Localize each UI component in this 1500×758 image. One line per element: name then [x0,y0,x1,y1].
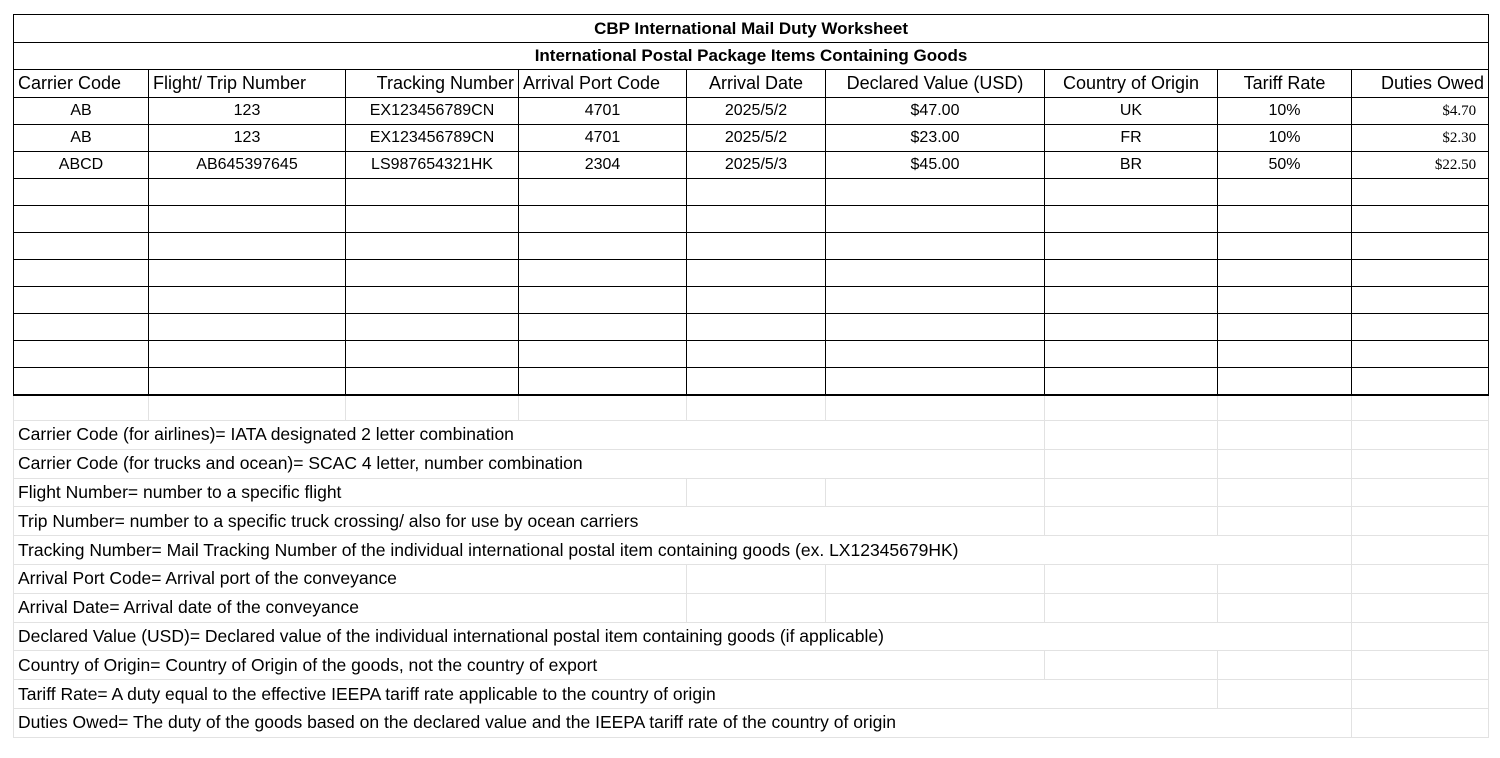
cell-arrival-port-code[interactable]: 4701 [519,98,687,125]
note-text: Declared Value (USD)= Declared value of the individual international postal item containing goods (if applicable) [18,625,884,646]
empty-cell[interactable] [1218,507,1352,536]
empty-cell[interactable] [346,260,519,287]
worksheet [13,14,1488,738]
note-text: Arrival Port Code= Arrival port of the conveyance [18,568,397,589]
empty-cell[interactable] [687,564,826,593]
empty-row [14,314,1489,341]
empty-row [14,233,1489,260]
empty-cell[interactable] [826,593,1045,622]
empty-cell[interactable] [1045,507,1218,536]
note-text: Carrier Code (for trucks and ocean)= SCAC 4 letter, number combination [18,453,583,474]
empty-cell[interactable] [687,233,826,260]
empty-cell[interactable] [1045,314,1218,341]
empty-cell[interactable] [687,260,826,287]
empty-cell[interactable] [687,341,826,368]
empty-cell[interactable] [1045,593,1218,622]
note-row [14,449,1489,478]
note-text: Tracking Number= Mail Tracking Number of the individual international postal item containing goods (ex. LX12345679HK) [18,539,959,560]
empty-cell[interactable] [1352,260,1489,287]
worksheet-subtitle[interactable]: International Postal Package Items Containing Goods [14,43,1489,70]
empty-cell[interactable] [346,179,519,206]
empty-cell[interactable] [14,314,149,341]
cell-arrival-date[interactable]: 2025/5/3 [687,152,826,179]
note-row [14,507,1489,536]
cell-flight-trip-number[interactable]: 123 [149,125,346,152]
empty-cell[interactable] [826,421,1045,450]
empty-cell[interactable] [519,314,687,341]
empty-cell[interactable] [687,314,826,341]
empty-row [14,368,1489,395]
note-row [14,564,1489,593]
cell-duties-owed[interactable]: $4.70 [1352,98,1489,125]
empty-row [14,206,1489,233]
cell-arrival-port-code[interactable]: 2304 [519,152,687,179]
empty-cell[interactable] [826,368,1045,395]
note-carrier-code-trucks-ocean[interactable] [14,449,826,478]
empty-cell[interactable] [519,341,687,368]
cell-duties-owed[interactable]: $22.50 [1352,152,1489,179]
empty-cell[interactable] [826,179,1045,206]
empty-cell[interactable] [1218,449,1352,478]
cell-tariff-rate[interactable]: 50% [1218,152,1352,179]
empty-cell[interactable] [519,206,687,233]
empty-cell[interactable] [1218,421,1352,450]
empty-cell[interactable] [1352,206,1489,233]
note-tracking-number[interactable] [14,536,1218,565]
note-flight-number[interactable] [14,478,519,507]
empty-cell[interactable] [519,260,687,287]
empty-cell[interactable] [826,507,1045,536]
note-text: Carrier Code (for airlines)= IATA designated 2 letter combination [18,424,514,445]
cell-flight-trip-number[interactable]: 123 [149,98,346,125]
empty-cell[interactable] [149,341,346,368]
empty-cell[interactable] [687,206,826,233]
empty-cell[interactable] [687,287,826,314]
empty-cell[interactable] [346,206,519,233]
empty-cell[interactable] [1045,421,1218,450]
empty-cell[interactable] [149,206,346,233]
empty-cell[interactable] [1352,314,1489,341]
empty-cell[interactable] [1218,396,1352,421]
empty-cell[interactable] [519,233,687,260]
empty-cell[interactable] [1045,233,1218,260]
note-row [14,622,1489,651]
empty-cell[interactable] [149,396,346,421]
empty-cell[interactable] [687,478,826,507]
note-text: Trip Number= number to a specific truck crossing/ also for use by ocean carriers [18,510,639,531]
cell-tracking-number[interactable]: EX123456789CN [346,98,519,125]
empty-cell[interactable] [1045,341,1218,368]
spacer-row [14,396,1489,421]
empty-cell[interactable] [519,593,687,622]
empty-cell[interactable] [826,651,1045,680]
empty-cell[interactable] [1352,179,1489,206]
note-arrival-port-code[interactable] [14,564,519,593]
note-text: Tariff Rate= A duty equal to the effective IEEPA tariff rate applicable to the country of origin [18,683,716,704]
header-tracking-number[interactable]: Tracking Number [346,70,519,98]
empty-cell[interactable] [1218,593,1352,622]
empty-cell[interactable] [346,368,519,395]
empty-cell[interactable] [1352,536,1489,565]
field-definitions [13,396,1489,738]
empty-cell[interactable] [346,233,519,260]
empty-cell[interactable] [1218,260,1352,287]
cell-carrier-code[interactable]: AB [14,98,149,125]
empty-cell[interactable] [1218,622,1352,651]
note-text: Arrival Date= Arrival date of the conveyance [18,597,359,618]
empty-cell[interactable] [1045,396,1218,421]
empty-cell[interactable] [687,396,826,421]
cell-arrival-port-code[interactable]: 4701 [519,125,687,152]
empty-cell[interactable] [149,368,346,395]
cell-tracking-number[interactable]: EX123456789CN [346,125,519,152]
duty-table [13,14,1489,396]
note-duties-owed[interactable] [14,708,1218,737]
empty-cell[interactable] [826,478,1045,507]
header-arrival-date[interactable]: Arrival Date [687,70,826,98]
empty-cell[interactable] [519,564,687,593]
empty-row [14,341,1489,368]
empty-cell[interactable] [826,287,1045,314]
empty-cell[interactable] [1045,680,1218,709]
cell-arrival-date[interactable]: 2025/5/2 [687,98,826,125]
empty-row [14,260,1489,287]
empty-cell[interactable] [1352,622,1489,651]
cell-declared-value[interactable]: $47.00 [826,98,1045,125]
note-row [14,651,1489,680]
empty-cell[interactable] [1218,708,1352,737]
empty-cell[interactable] [826,206,1045,233]
note-row [14,680,1489,709]
empty-cell[interactable] [346,287,519,314]
cell-country-of-origin[interactable]: UK [1045,98,1218,125]
empty-cell[interactable] [1045,651,1218,680]
empty-cell[interactable] [1218,206,1352,233]
empty-cell[interactable] [14,233,149,260]
empty-cell[interactable] [1218,478,1352,507]
column-header-row [14,70,1489,98]
empty-cell[interactable] [1218,341,1352,368]
cell-tariff-rate[interactable]: 10% [1218,125,1352,152]
cell-duties-owed[interactable]: $2.30 [1352,125,1489,152]
table-row [14,152,1489,179]
empty-cell[interactable] [1352,478,1489,507]
empty-cell[interactable] [1352,680,1489,709]
empty-cell[interactable] [14,341,149,368]
cell-carrier-code[interactable]: AB [14,125,149,152]
cell-declared-value[interactable]: $23.00 [826,125,1045,152]
empty-cell[interactable] [1045,564,1218,593]
empty-cell[interactable] [149,179,346,206]
worksheet-title[interactable]: CBP International Mail Duty Worksheet [14,15,1489,43]
empty-cell[interactable] [1218,536,1352,565]
empty-cell[interactable] [1045,206,1218,233]
empty-cell[interactable] [826,449,1045,478]
empty-cell[interactable] [346,314,519,341]
empty-cell[interactable] [519,368,687,395]
empty-cell[interactable] [1045,368,1218,395]
header-flight-trip-number[interactable]: Flight/ Trip Number [149,70,346,98]
empty-cell[interactable] [1352,396,1489,421]
empty-cell[interactable] [1352,651,1489,680]
cell-carrier-code[interactable]: ABCD [14,152,149,179]
empty-cell[interactable] [149,233,346,260]
note-row [14,421,1489,450]
empty-row [14,287,1489,314]
empty-cell[interactable] [14,179,149,206]
empty-cell[interactable] [1352,507,1489,536]
note-text: Country of Origin= Country of Origin of the goods, not the country of export [18,654,598,675]
empty-cell[interactable] [1352,233,1489,260]
cell-arrival-date[interactable]: 2025/5/2 [687,125,826,152]
cell-country-of-origin[interactable]: BR [1045,152,1218,179]
note-country-of-origin[interactable] [14,651,826,680]
empty-cell[interactable] [1045,179,1218,206]
note-row [14,593,1489,622]
cell-tracking-number[interactable]: LS987654321HK [346,152,519,179]
empty-cell[interactable] [1352,368,1489,395]
header-duties-owed[interactable]: Duties Owed [1352,70,1489,98]
empty-cell[interactable] [826,341,1045,368]
cell-country-of-origin[interactable]: FR [1045,125,1218,152]
note-row [14,478,1489,507]
empty-cell[interactable] [826,396,1045,421]
empty-cell[interactable] [1045,478,1218,507]
empty-cell[interactable] [1352,449,1489,478]
header-declared-value[interactable]: Declared Value (USD) [826,70,1045,98]
empty-cell[interactable] [1045,287,1218,314]
empty-cell[interactable] [1218,680,1352,709]
note-declared-value[interactable] [14,622,1218,651]
empty-cell[interactable] [149,314,346,341]
cell-flight-trip-number[interactable]: AB645397645 [149,152,346,179]
table-row [14,125,1489,152]
empty-cell[interactable] [149,260,346,287]
empty-cell[interactable] [14,368,149,395]
header-country-of-origin[interactable]: Country of Origin [1045,70,1218,98]
empty-cell[interactable] [1352,708,1489,737]
note-arrival-date[interactable] [14,593,519,622]
empty-cell[interactable] [1218,287,1352,314]
empty-cell[interactable] [519,478,687,507]
note-row [14,708,1489,737]
note-trip-number[interactable] [14,507,826,536]
empty-cell[interactable] [1045,449,1218,478]
empty-cell[interactable] [1352,421,1489,450]
cell-declared-value[interactable]: $45.00 [826,152,1045,179]
empty-cell[interactable] [826,564,1045,593]
empty-cell[interactable] [1352,287,1489,314]
empty-cell[interactable] [14,396,149,421]
empty-cell[interactable] [826,233,1045,260]
empty-cell[interactable] [149,287,346,314]
empty-cell[interactable] [687,368,826,395]
empty-cell[interactable] [1045,260,1218,287]
empty-cell[interactable] [687,179,826,206]
empty-cell[interactable] [687,593,826,622]
empty-cell[interactable] [1352,593,1489,622]
empty-cell[interactable] [519,287,687,314]
header-tariff-rate[interactable]: Tariff Rate [1218,70,1352,98]
note-row [14,536,1489,565]
header-arrival-port-code[interactable]: Arrival Port Code [519,70,687,98]
empty-cell[interactable] [1218,368,1352,395]
empty-cell[interactable] [1218,651,1352,680]
empty-cell[interactable] [1218,314,1352,341]
empty-cell[interactable] [346,341,519,368]
empty-cell[interactable] [826,260,1045,287]
empty-row [14,179,1489,206]
empty-cell[interactable] [346,396,519,421]
empty-cell[interactable] [1352,564,1489,593]
note-text: Flight Number= number to a specific flight [18,481,342,502]
empty-cell[interactable] [1218,564,1352,593]
empty-cell[interactable] [826,314,1045,341]
empty-cell[interactable] [1218,233,1352,260]
empty-cell[interactable] [1352,341,1489,368]
note-tariff-rate[interactable] [14,680,1045,709]
empty-cell[interactable] [519,179,687,206]
note-text: Duties Owed= The duty of the goods based on the declared value and the IEEPA tariff rate of the country of origin [18,712,896,733]
empty-cell[interactable] [14,260,149,287]
header-carrier-code[interactable]: Carrier Code [14,70,149,98]
empty-cell[interactable] [14,206,149,233]
cell-tariff-rate[interactable]: 10% [1218,98,1352,125]
table-row [14,98,1489,125]
empty-cell[interactable] [14,287,149,314]
empty-cell[interactable] [519,396,687,421]
empty-cell[interactable] [1218,179,1352,206]
note-carrier-code-airlines[interactable] [14,421,826,450]
